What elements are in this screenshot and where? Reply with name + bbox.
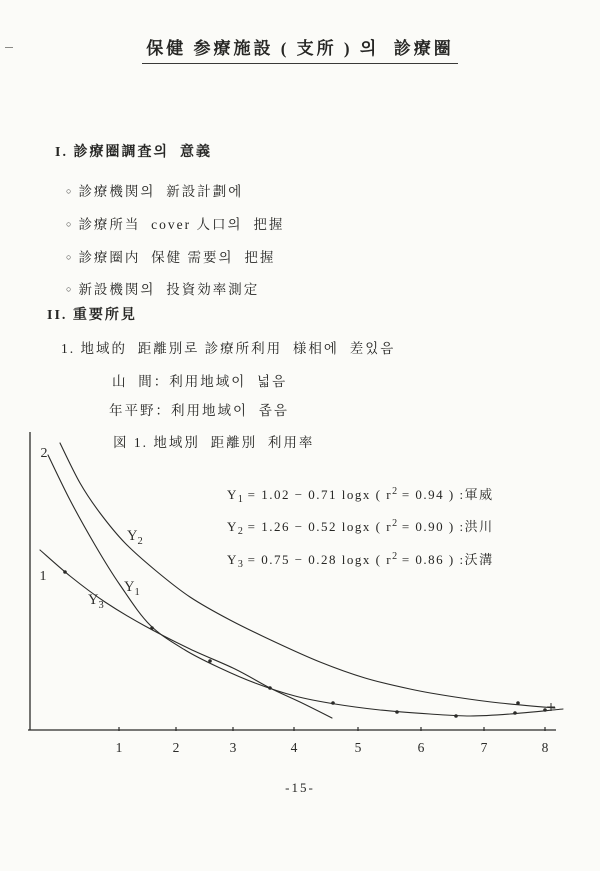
bullet-text: 診療所当 cover 人口의 把握 (78, 217, 285, 232)
circle-bullet-icon: ○ (66, 186, 72, 196)
circle-bullet-icon: ○ (66, 284, 72, 294)
curve-label-sub: 1 (134, 587, 140, 598)
x-tick-label: 2 (172, 740, 180, 755)
y-axis-value: 2 (40, 446, 48, 461)
page-title: 保健 参療施設 ( 支所 ) 의 診療圈 (142, 34, 458, 64)
curve-label-sub: 2 (137, 536, 143, 547)
x-tick-label: 5 (354, 740, 362, 755)
page-number: -15- (285, 780, 315, 795)
equation-var: Y (227, 552, 238, 567)
equation-sup: 2 (392, 551, 398, 562)
y-axis-value: 1 (39, 569, 47, 584)
circle-bullet-icon: ○ (66, 252, 72, 262)
section1-heading: I. 診療圈調査의 意義 (55, 145, 212, 160)
equation-sub: 3 (237, 559, 243, 570)
curve-label: $Y_1$ (124, 579, 140, 598)
equation-var: Y (227, 519, 238, 534)
section2-item1: 1. 地域的 距離別로 診療所利用 様相에 差있음 (61, 341, 396, 356)
mountain-line: 山 間：利用地域이 넓음 (112, 374, 288, 389)
equation-y2 (227, 516, 494, 537)
x-tick-label: 7 (480, 740, 488, 755)
x-tick-label: 4 (290, 740, 298, 755)
curve-label: $Y_3$ (88, 592, 104, 611)
equation-y1 (227, 484, 494, 505)
section2-heading: II. 重要所見 (47, 308, 137, 323)
x-tick-label: 6 (417, 740, 425, 755)
equation-sup: 2 (392, 518, 398, 529)
curve-y2 (60, 443, 555, 708)
equation-sub: 2 (237, 526, 243, 537)
equation-sub: 1 (237, 494, 243, 505)
equation-tail: = 0.86 ) :沃溝 (397, 552, 494, 567)
data-marker (516, 701, 520, 705)
equation-var: Y (227, 487, 238, 502)
equation-body: = 1.02 − 0.71 logx ( r (242, 487, 393, 502)
curve-label-sub: 3 (98, 600, 104, 611)
data-marker (395, 710, 399, 714)
equation-y3 (227, 549, 494, 570)
data-marker (454, 714, 458, 718)
equation-body: = 0.75 − 0.28 logx ( r (242, 552, 393, 567)
equation-tail: = 0.94 ) :軍威 (397, 487, 494, 502)
equation-body: = 1.26 − 0.52 logx ( r (242, 519, 393, 534)
equation-sup: 2 (392, 486, 398, 497)
bullet-text: 診療圈内 保健 需要의 把握 (78, 250, 276, 265)
data-marker (63, 570, 67, 574)
curve-y3 (40, 550, 332, 718)
data-marker (208, 659, 212, 663)
data-marker (543, 708, 547, 712)
x-tick-label: 3 (229, 740, 237, 755)
bullet-text: 新設機関의 投資効率測定 (78, 282, 260, 297)
curve-label: $Y_2$ (127, 528, 143, 547)
data-marker (331, 701, 335, 705)
x-tick-label: 8 (541, 740, 549, 755)
circle-bullet-icon: ○ (66, 219, 72, 229)
equation-tail: = 0.90 ) :洪川 (397, 519, 494, 534)
plain-line: 年平野：利用地域이 좁음 (109, 403, 289, 418)
x-tick-label: 1 (115, 740, 123, 755)
bullet-text: 診療機関의 新設計劃에 (78, 184, 244, 199)
figure-caption: 図 1. 地域別 距離別 利用率 (113, 435, 315, 450)
data-marker (513, 711, 517, 715)
